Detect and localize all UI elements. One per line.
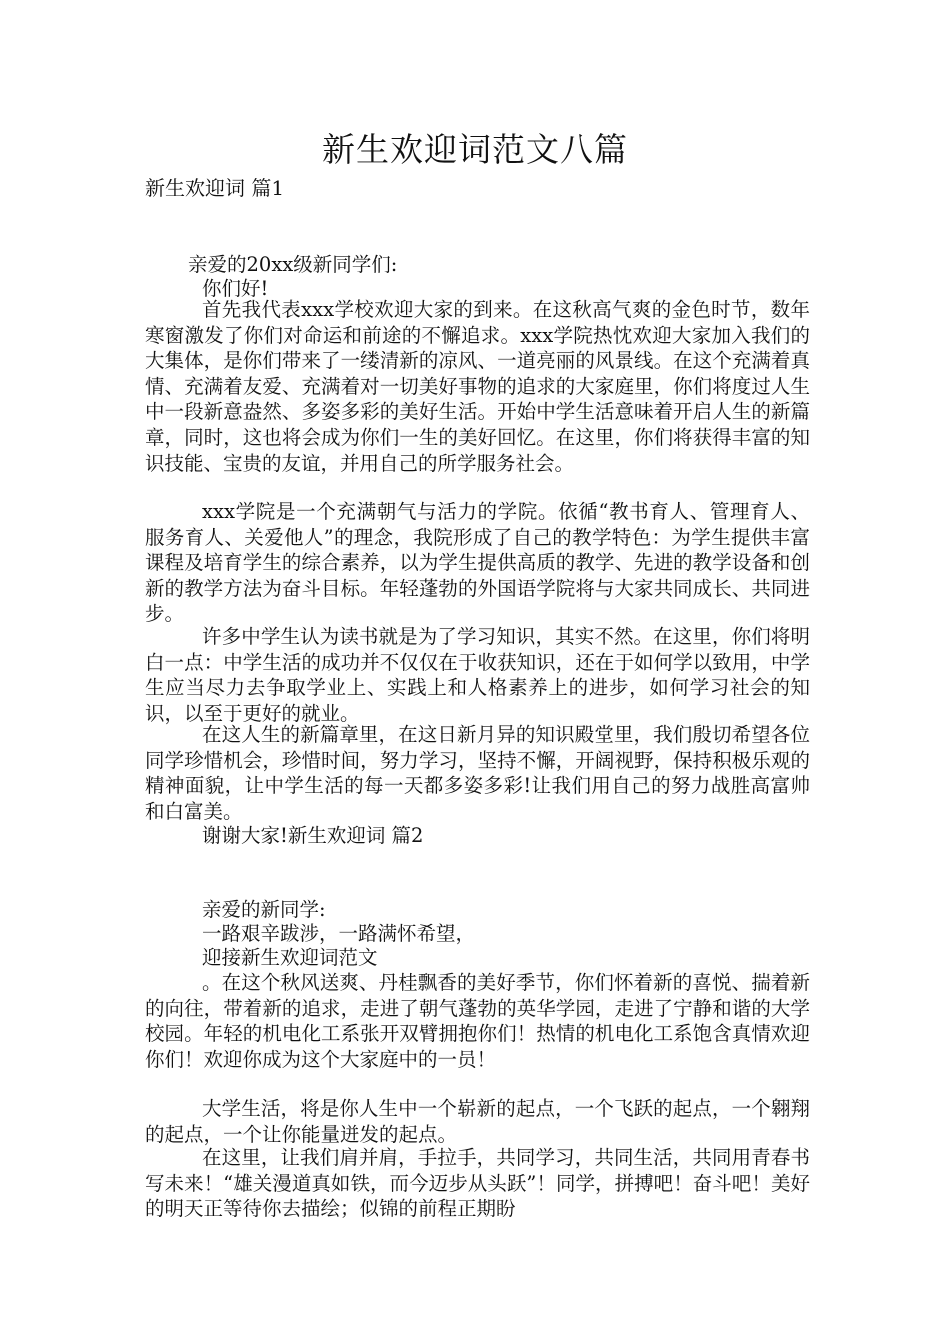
paragraph-1-4: 在这人生的新篇章里，在这日新月异的知识殿堂里，我们殷切希望各位同学珍惜机会，珍惜时间，努力学习，坚持不懈，开阔视野，保持积极乐观的精神面貌，让中学生活的每一天都多姿多彩!让我们用自己的努力战胜高富帅和白富美。 [145, 723, 810, 823]
paragraph-1-2: xxx学院是一个充满朝气与活力的学院。依循“教书育人、管理育人、服务育人、关爱他人”的理念，我院形成了自己的教学特色：为学生提供丰富课程及培育学生的综合素养，以为学生提供高质的教学、先进的教学设备和创新的教学方法为奋斗目标。年轻蓬勃的外国语学院将与大家共同成长、共同进步。 [145, 500, 810, 626]
salutation-2: 亲爱的新同学: [202, 898, 326, 921]
paragraph-2-2: 大学生活，将是你人生中一个崭新的起点，一个飞跃的起点，一个翱翔的起点，一个让你能量迸发的起点。 [145, 1097, 810, 1146]
intro-line-2-2: 迎接新生欢迎词范文 [202, 946, 378, 969]
paragraph-1-3: 许多中学生认为读书就是为了学习知识，其实不然。在这里，你们将明白一点：中学生活的成功并不仅仅在于收获知识，还在于如何学以致用，中学生应当尽力去争取学业上、实践上和人格素养上的进步，如何学习社会的知识，以至于更好的就业。 [145, 625, 810, 725]
section-heading-1: 新生欢迎词 篇1 [145, 176, 285, 200]
paragraph-1-1: 首先我代表xxx学校欢迎大家的到来。在这秋高气爽的金色时节，数年寒窗激发了你们对命运和前途的不懈追求。xxx学院热忱欢迎大家加入我们的大集体，是你们带来了一缕清新的凉风、一道亮丽的风景线。在这个充满着真情、充满着友爱、充满着对一切美好事物的追求的大家庭里，你们将度过人生中一段新意盎然、多姿多彩的美好生活。开始中学生活意味着开启人生的新篇章，同时，这也将会成为你们一生的美好回忆。在这里，你们将获得丰富的知识技能、宝贵的友谊，并用自己的所学服务社会。 [145, 298, 810, 475]
closing-line: 谢谢大家!新生欢迎词 篇2 [202, 824, 424, 847]
paragraph-2-3: 在这里，让我们肩并肩，手拉手，共同学习，共同生活，共同用青春书写未来！“雄关漫道真如铁，而今迈步从头跃”！同学，拼搏吧！奋斗吧！美好的明天正等待你去描绘；似锦的前程正期盼 [145, 1146, 810, 1221]
intro-line-2-1: 一路艰辛跋涉，一路满怀希望， [202, 922, 476, 945]
salutation-1: 亲爱的20xx级新同学们: [188, 253, 398, 276]
paragraph-2-1: 。在这个秋风送爽、丹桂飘香的美好季节，你们怀着新的喜悦、揣着新的向往，带着新的追求，走进了朝气蓬勃的英华学园，走进了宁静和谐的大学校园。年轻的机电化工系张开双臂拥抱你们！热情的机电化工系饱含真情欢迎你们！欢迎你成为这个大家庭中的一员！ [145, 971, 810, 1071]
document-title: 新生欢迎词范文八篇 [322, 130, 628, 169]
greeting-1: 你们好! [202, 277, 269, 300]
